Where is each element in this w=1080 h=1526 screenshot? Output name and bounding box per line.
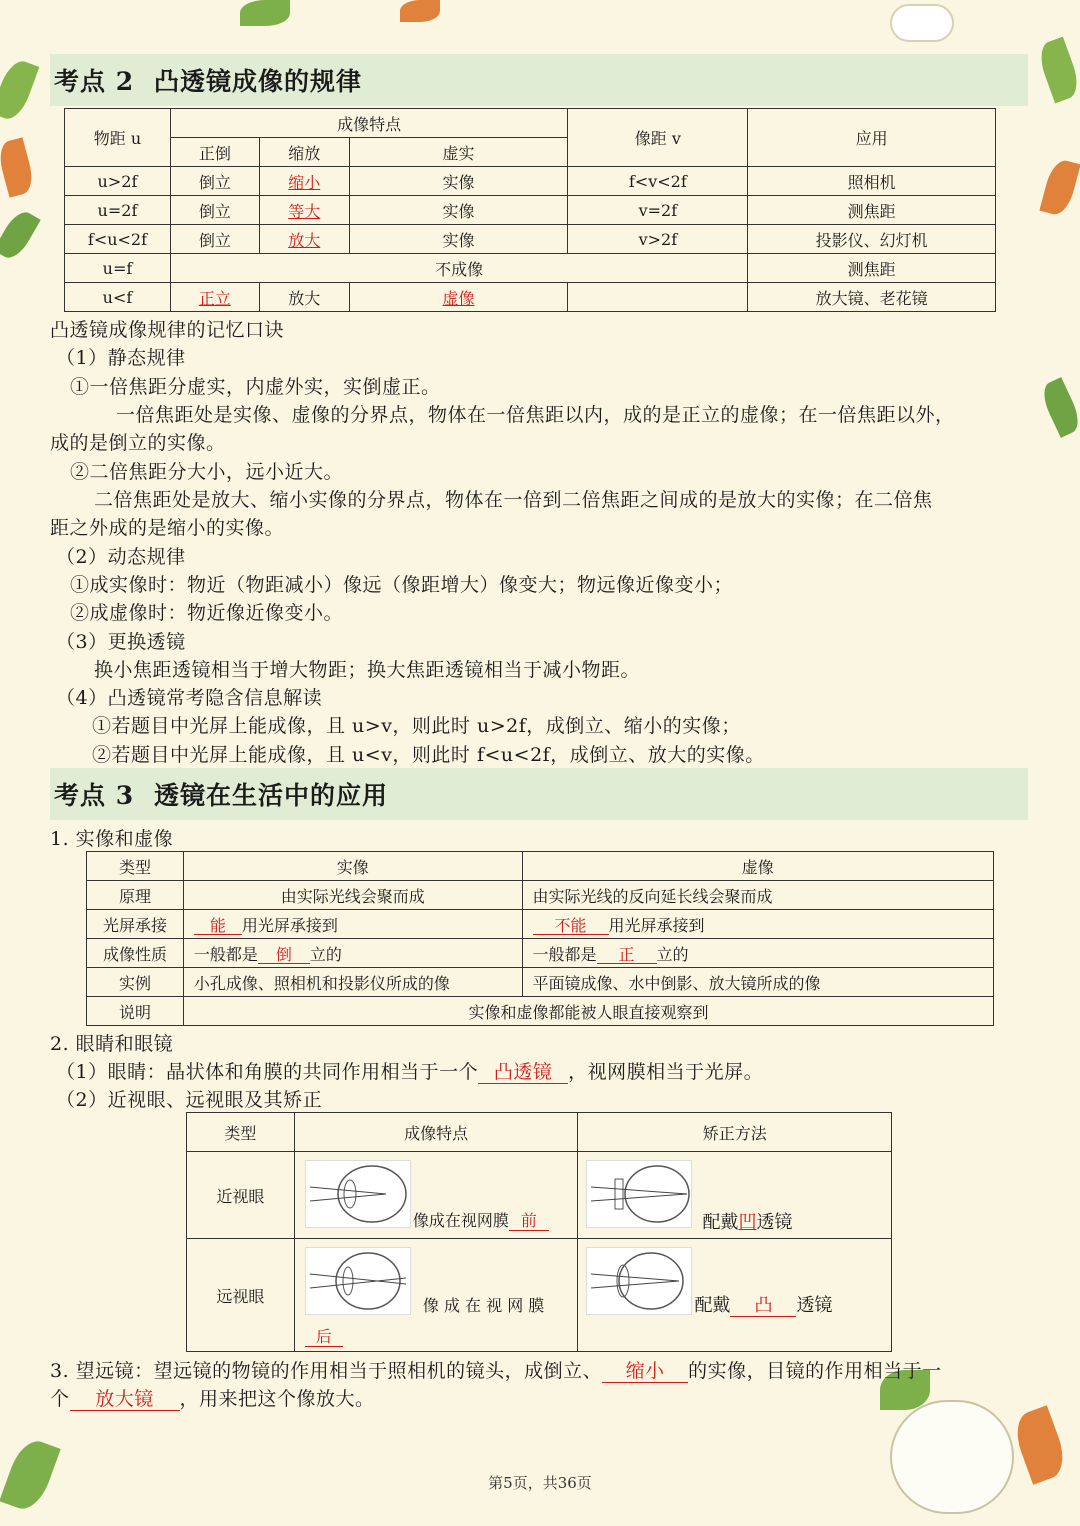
rule-1-explanation: 一倍焦距处是实像、虚像的分界点，物体在一倍焦距以内，成的是正立的虚像；在一倍焦距以外， [116,404,955,426]
convex-lens-table [64,108,996,312]
cell-principle-real: 由实际光线会聚而成 [183,881,522,910]
cell-type: 实像 [349,167,568,196]
mnemonic-title: 凸透镜成像规律的记忆口诀 [50,319,285,341]
answer-blank: 缩小 [602,1361,688,1383]
answer-blank: 能 [194,917,242,936]
cell-size: 放大 [259,283,349,312]
table-row [87,881,994,910]
cell-note: 实像和虚像都能被人眼直接观察到 [183,997,993,1026]
table-row [65,167,996,196]
answer-blank: 凸透镜 [478,1062,568,1084]
text: 3. 望远镜：望远镜的物镜的作用相当于照相机的镜头，成倒立、 [50,1360,603,1382]
table-row [65,225,996,254]
cell-orient: 正立 [198,288,231,308]
cell-text: 透镜 [796,1295,833,1316]
myopia-eye-diagram [305,1160,411,1228]
table-row [187,1239,892,1352]
answer-blank: 正 [597,946,657,965]
table-row [87,910,994,939]
eye-correction-table [186,1112,892,1352]
cell-type: 实像 [349,225,568,254]
text: ，用来把这个像放大。 [179,1388,375,1410]
answer-blank: 不能 [533,917,609,936]
cell-orient: 倒立 [170,225,259,254]
eye-correction-title: （2）近视眼、远视眼及其矫正 [56,1089,323,1111]
cell-v: v=2f [568,196,748,225]
answer-blank: 前 [509,1212,549,1231]
cell-no-image: 不成像 [170,254,747,283]
cell-u: u>2f [65,167,171,196]
cell-orient: 倒立 [170,167,259,196]
cell-orient: 倒立 [170,196,259,225]
table-row [187,1152,892,1239]
header-fix: 矫正方法 [578,1113,892,1152]
answer-blank: 凸 [730,1296,796,1317]
table-row [65,283,996,312]
dynamic-rule-2: ②成虚像时：物近像近像变小。 [70,602,344,624]
subsection-real-virtual: 1. 实像和虚像 [50,828,174,850]
rule-2-explanation: 二倍焦距处是放大、缩小实像的分界点，物体在一倍到二倍焦距之间成的是放大的实像；在二倍焦 [94,489,933,511]
static-rules-title: （1）静态规律 [56,347,186,369]
row-label-nature: 成像性质 [87,939,184,968]
cell-text: 像成在视网膜 [412,1211,509,1230]
cell-type: 虚像 [442,288,475,308]
cell-text: 一般都是 [532,944,597,964]
cell-principle-virtual: 由实际光线的反向延长线会聚而成 [522,881,993,910]
answer-blank: 凹 [738,1212,757,1233]
myopia-corrected-diagram [586,1160,692,1228]
swap-lens-title: （3）更换透镜 [56,631,186,653]
table-row [87,968,994,997]
header-application: 应用 [748,109,996,167]
section-number: 考点 2 [54,67,135,96]
cell-u: u=2f [65,196,171,225]
header-kind: 类型 [187,1113,295,1152]
cell-size: 等大 [288,201,321,221]
cell-example-real: 小孔成像、照相机和投影仪所成的像 [183,968,522,997]
text: 个 [50,1388,70,1410]
cell-use: 放大镜、老花镜 [748,283,996,312]
section-title: 透镜在生活中的应用 [154,781,389,810]
row-label-hyperopia: 远视眼 [187,1239,295,1352]
header-orientation: 正倒 [170,138,259,167]
row-label-myopia: 近视眼 [187,1152,295,1239]
hidden-info-title: （4）凸透镜常考隐含信息解读 [56,687,323,709]
cell-v [568,283,748,312]
dynamic-rule-1: ①成实像时：物近（物距减小）像远（像距增大）像变大；物远像近像变小； [70,574,734,596]
table-row [65,254,996,283]
rule-1: ①一倍焦距分虚实，内虚外实，实倒虚正。 [70,376,441,398]
text: 的实像，目镜的作用相当于一 [688,1360,942,1382]
header-object-distance: 物距 u [65,109,171,167]
section-title: 凸透镜成像的规律 [154,67,363,96]
hidden-info-1: ①若题目中光屏上能成像，且 u>v，则此时 u>2f，成倒立、缩小的实像； [92,715,741,737]
table-row [87,939,994,968]
header-real: 实像 [183,852,522,881]
answer-blank: 倒 [258,946,310,965]
cell-size: 放大 [288,230,321,250]
row-label-screen: 光屏承接 [87,910,184,939]
cell-use: 照相机 [748,167,996,196]
rule-2-explanation-cont: 距之外成的是缩小的实像。 [50,517,285,539]
dynamic-rules-title: （2）动态规律 [56,546,186,568]
cell-text: 立的 [309,944,342,964]
header-size: 缩放 [259,138,349,167]
hidden-info-2: ②若题目中光屏上能成像，且 u<v，则此时 f<u<2f，成倒立、放大的实像。 [92,744,765,766]
text: ，视网膜相当于光屏。 [568,1061,764,1083]
cell-text: 透镜 [756,1212,793,1233]
header-features: 成像特点 [170,109,568,138]
header-virtual: 虚像 [522,852,993,881]
rule-2: ②二倍焦距分大小，远小近大。 [70,461,344,483]
row-label-note: 说明 [87,997,184,1026]
telescope-line-2 [50,1384,375,1411]
table-row [87,997,994,1026]
cell-size: 缩小 [288,172,321,192]
cell-text: 一般都是 [193,944,258,964]
swap-lens-text: 换小焦距透镜相当于增大物距；换大焦距透镜相当于减小物距。 [94,659,641,681]
header-kind: 类型 [87,852,184,881]
row-label-example: 实例 [87,968,184,997]
cell-v: v>2f [568,225,748,254]
cell-u: u<f [65,283,171,312]
table-row [65,196,996,225]
telescope-line-1 [50,1356,942,1383]
cell-use: 测焦距 [748,196,996,225]
answer-blank: 放大镜 [70,1389,180,1411]
cell-text: 配戴 [702,1212,739,1233]
hyperopia-eye-diagram [305,1247,411,1315]
section-header-2 [50,54,1028,106]
header-real-virtual: 虚实 [349,138,568,167]
real-virtual-table [86,851,994,1026]
decorative-leaves-right [1040,0,1080,470]
section-header-3 [50,768,1028,820]
cell-text: 用光屏承接到 [608,915,705,935]
header-image-distance: 像距 v [568,109,748,167]
answer-blank: 后 [305,1328,343,1347]
cell-u: f<u<2f [65,225,171,254]
hyperopia-corrected-diagram [586,1247,692,1315]
subsection-eyes: 2. 眼睛和眼镜 [50,1033,174,1055]
page-footer: 第5页，共36页 [488,1474,592,1492]
section-number: 考点 3 [54,781,135,810]
cell-type: 实像 [349,196,568,225]
header-features: 成像特点 [294,1113,578,1152]
cell-example-virtual: 平面镜成像、水中倒影、放大镜所成的像 [522,968,993,997]
text: （1）眼睛：晶状体和角膜的共同作用相当于一个 [56,1061,479,1083]
cell-use: 测焦距 [748,254,996,283]
cell-v: f<v<2f [568,167,748,196]
decorative-leaves-left [0,40,40,260]
eye-description [56,1057,763,1084]
cell-use: 投影仪、幻灯机 [748,225,996,254]
row-label-principle: 原理 [87,881,184,910]
cell-text: 配戴 [694,1295,731,1316]
cell-text: 立的 [656,944,689,964]
cell-text: 像 成 在 视 网 膜 [422,1296,545,1315]
rule-1-explanation-cont: 成的是倒立的实像。 [50,432,226,454]
page-content [50,0,1035,1526]
cell-u: u=f [65,254,171,283]
cell-text: 用光屏承接到 [241,915,338,935]
